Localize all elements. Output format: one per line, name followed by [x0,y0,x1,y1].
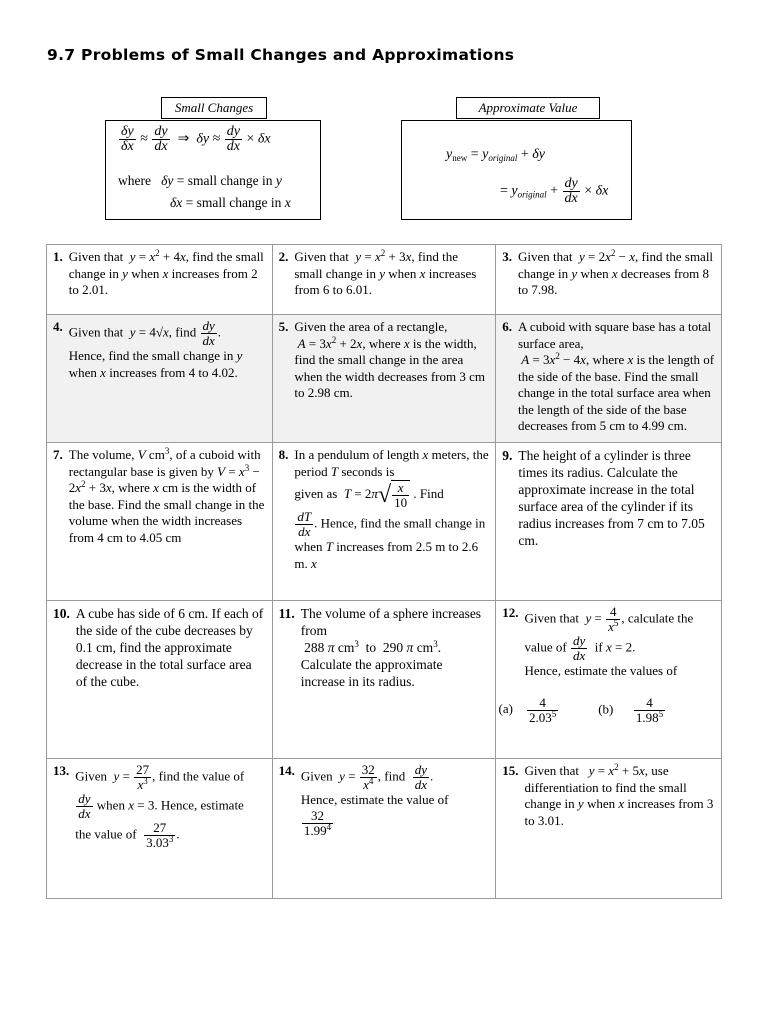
approximate-formula-line1: $y_{new} = y_{original} + \delta y$ [446,147,545,163]
question-2: 2. Given that $y = x^2 + 3x$, find the small change in y when x increases from 6 to 6.01. [272,245,496,315]
question-1: 1. Given that $y = x^2 + 4x$, find the small change in y when x increases from 2 to 2.01. [47,245,273,315]
question-6: 6. A cuboid with square base has a total surface area, $A = 3x^2 - 4x$, where x is the length of the side of the base. Find the small change in the total surface area when the length of the side of the base decreases from 5 cm to 4.99 cm. [496,315,722,443]
question-8: 8. In a pendulum of length x meters, the period T seconds is given as T = 2π√ $\frac{x}{10}$ . Find $\frac{dT}{dx}$ . Hence, find the small change in when T increases from 2.5 m to 2.6 m. x [272,443,496,601]
question-4: 4. Given that y = 4√x, find $\frac{dy}{dx}$ . Hence, find the small change in y when x increases from 4 to 4.02. [47,315,273,443]
approximate-formula-line2: = $y_{original}$ + $\frac{dy}{dx}$ × δx [500,176,609,206]
question-3: 3. Given that $y = 2x^2 - x$, find the small change in y when x decreases from 8 to 7.98. [496,245,722,315]
small-changes-box [105,120,321,220]
question-7: 7. The volume, V $cm^3$, of a cuboid with rectangular base is given by $V = x^3 - 2x^2 + 3x$, where x cm is the width of the base. Find the small change in the volume when the width increases from 4 cm to 4.05 cm [47,443,273,601]
small-change-formula: $\frac{\delta y}{\delta x}$ ≈ $\frac{dy}{dx}$ ⇒ δy ≈ $\frac{dy}{dx}$ × δx [121,124,271,154]
approximate-value-label: Approximate Value [456,97,600,119]
question-13: 13. Given y = $\frac{27}{x^3}$ , find the value of $\frac{dy}{dx}$ when x = 3. Hence, estimate the value of $\frac{27}{3.03^3}$ . [47,759,273,899]
question-11: 11. The volume of a sphere increases from 288 π $cm^3$ to 290 π $cm^3$. Calculate the approximate increase in its radius. [272,601,496,759]
question-15: 15. Given that $y = x^2 + 5x$, use differentiation to find the small change in y when x increases from 3 to 3.01. [496,759,722,899]
small-change-definition-y: where δy = small change in y [118,173,282,188]
problems-table [46,244,722,899]
approximate-value-box [401,120,632,220]
small-change-definition-x: δx = small change in x [170,195,291,210]
question-10: 10. A cube has side of 6 cm. If each of the side of the cube decreases by 0.1 cm, find the approximate decrease in the total surface area of the cube. [47,601,273,759]
page-title: 9.7 Problems of Small Changes and Approximations [47,46,515,64]
question-12: 12. Given that y = $\frac{4}{x^5}$ , calculate the value of $\frac{dy}{dx}$ if x = 2. Hence, estimate the values of (a) $\frac{4}{2.03^5}$ (b) $\frac{4}{1.98^5}$ [496,601,722,759]
question-14: 14. Given y = $\frac{32}{x^4}$ , find $\frac{dy}{dx}$ . Hence, estimate the value of $\frac{32}{1.99^4}$ [272,759,496,899]
question-9: 9. The height of a cylinder is three times its radius. Calculate the approximate increase in the total surface area of the cylinder if its radius increases from 7 cm to 7.05 cm. [496,443,722,601]
question-5: 5. Given the area of a rectangle, $A = 3x^2 + 2x$, where x is the width, find the small change in the area when the width decreases from 3 cm to 2.98 cm. [272,315,496,443]
small-changes-label: Small Changes [161,97,267,119]
